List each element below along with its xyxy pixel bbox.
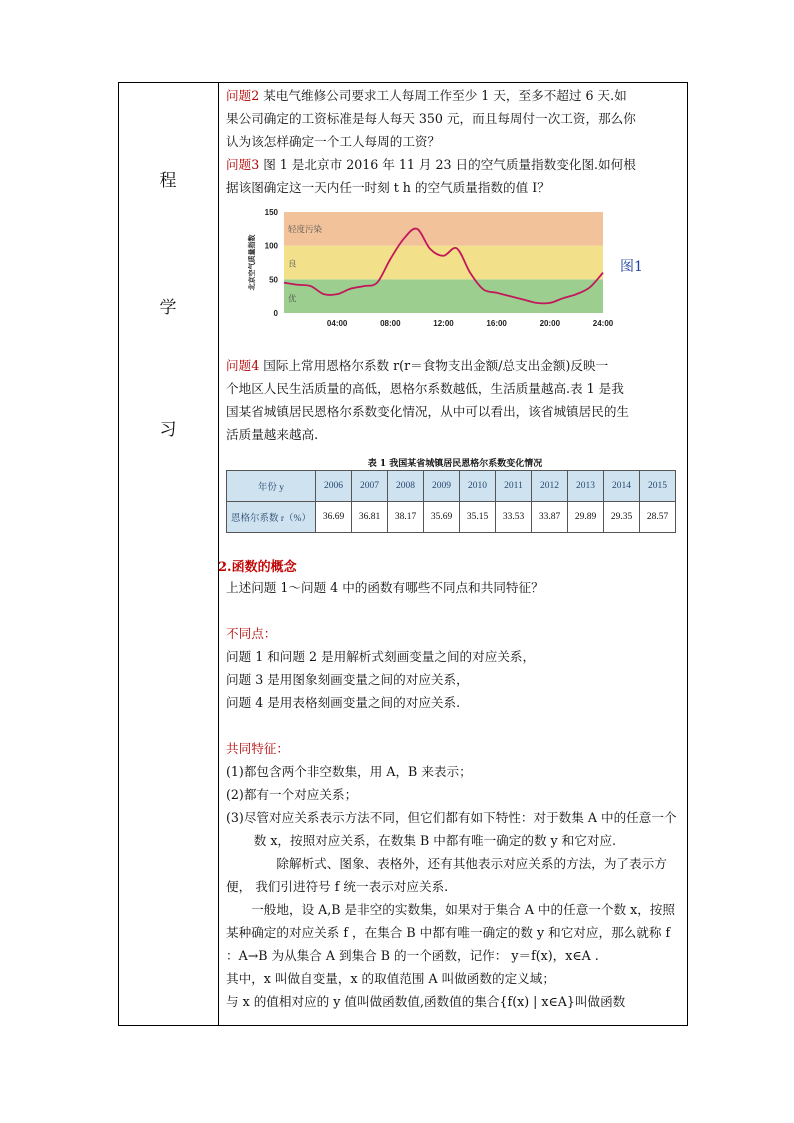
year-cell: 2015 <box>640 471 676 502</box>
diff-item-3: 问题 4 是用表格刻画变量之间的对应关系. <box>226 695 461 710</box>
q2-line3: 认为该怎样确定一个工人每周的工资？ <box>226 134 441 149</box>
x-tick-label: 20:00 <box>539 319 561 328</box>
y-tick-label: 150 <box>264 208 278 217</box>
year-cell: 2006 <box>316 471 352 502</box>
value-cell: 28.57 <box>640 502 676 533</box>
diff-item-2: 问题 3 是用图象刻画变量之间的对应关系， <box>226 672 469 687</box>
year-cell: 2007 <box>352 471 388 502</box>
sidebar-char-1: 程 <box>159 171 177 191</box>
common-item-3: (3)尽管对应关系表示方法不同，但它们都有如下特性：对于数集 A 中的任意一个数 x，按照对应关系，在数集 B 中都有唯一确定的数 y 和它对应. <box>226 810 677 848</box>
x-tick-label: 24:00 <box>592 319 614 328</box>
common-item-2: (2)都有一个对应关系； <box>226 787 358 802</box>
x-tick-label: 08:00 <box>380 319 401 328</box>
section2-block <box>226 576 684 1013</box>
engel-table <box>226 470 676 533</box>
paragraph-4: 与 x 的值相对应的 y 值叫做函数值,函数值的集合{f(x) | x∈A}叫做函数 <box>226 994 626 1009</box>
band-label: 良 <box>288 258 297 269</box>
paragraph-1: 除解析式、图象、表格外，还有其他表示对应关系的方法，为了表示方便， 我们引进符号 f 统一表示对应关系. <box>226 856 667 894</box>
q3-line2: 据该图确定这一天内任一时刻 t h 的空气质量指数的值 I？ <box>226 180 550 195</box>
value-cell: 33.53 <box>496 502 532 533</box>
q2-label: 问题 <box>226 88 252 103</box>
figure-label: 图1 <box>620 259 643 275</box>
band-label: 轻度污染 <box>288 224 323 234</box>
blank-line <box>226 714 684 737</box>
q4-label: 问题 <box>226 358 252 373</box>
table-row-years <box>227 471 676 502</box>
blank-line <box>226 599 684 622</box>
q4-line2: 个地区人民生活质量的高低，恩格尔系数越低，生活质量越高.表 1 是我 <box>226 381 624 396</box>
section-question: 上述问题 1～问题 4 中的函数有哪些不同点和共同特征？ <box>226 580 544 595</box>
y-tick-label: 50 <box>269 275 278 285</box>
q3-label: 问题 <box>226 157 252 172</box>
q2-line2: 果公司确定的工资标准是每人每天 350 元，而且每周付一次工资，那么你 <box>226 111 636 126</box>
q3-text1: 图 1 是北京市 2016 年 11 月 23 日的空气质量指数变化图.如何根 <box>259 157 636 172</box>
year-cell: 2011 <box>496 471 532 502</box>
year-cell: 2009 <box>424 471 460 502</box>
y-tick-label: 100 <box>264 241 278 251</box>
y-axis-label: 北京空气质量指数 <box>249 234 256 291</box>
year-cell: 2008 <box>388 471 424 502</box>
table-row-values <box>227 502 676 533</box>
value-cell: 36.81 <box>352 502 388 533</box>
q3-line1 <box>226 153 684 176</box>
value-cell: 35.15 <box>460 502 496 533</box>
value-cell: 35.69 <box>424 502 460 533</box>
column-divider <box>218 82 219 1025</box>
year-cell: 2013 <box>568 471 604 502</box>
x-tick-label: 12:00 <box>433 319 454 328</box>
aqi-chart <box>240 204 615 339</box>
sidebar-char-2: 学 <box>159 298 177 318</box>
band-0 <box>284 279 603 313</box>
value-cell: 36.69 <box>316 502 352 533</box>
band-50 <box>284 246 603 280</box>
y-tick-label: 0 <box>273 309 278 318</box>
q2-text1: 某电气维修公司要求工人每周工作至少 1 天，至多不超过 6 天.如 <box>259 88 627 103</box>
q4-num: 4 <box>251 358 260 373</box>
common-title: 共同特征： <box>226 741 289 756</box>
q2-num: 2 <box>251 88 260 103</box>
q4-block <box>226 354 684 446</box>
q3-num: 3 <box>251 157 260 172</box>
q4-text1: 国际上常用恩格尔系数 r(r＝食物支出金额/总支出金额)反映一 <box>259 358 609 373</box>
common-item-1: (1)都包含两个非空数集，用 A，B 来表示； <box>226 764 472 779</box>
intro-block <box>226 84 684 199</box>
year-cell: 2012 <box>532 471 568 502</box>
band-label: 优 <box>288 293 297 304</box>
paragraph-3: 其中，x 叫做自变量，x 的取值范围 A 叫做函数的定义域； <box>226 971 555 986</box>
row-header-engel: 恩格尔系数 r（%） <box>227 502 316 533</box>
value-cell: 29.35 <box>604 502 640 533</box>
sidebar-char-3: 习 <box>159 420 177 440</box>
value-cell: 38.17 <box>388 502 424 533</box>
value-cell: 33.87 <box>532 502 568 533</box>
x-tick-label: 04:00 <box>326 319 348 328</box>
q2-line1 <box>226 84 684 107</box>
year-cell: 2010 <box>460 471 496 502</box>
x-tick-label: 16:00 <box>486 319 507 328</box>
q4-line1 <box>226 354 684 377</box>
value-cell: 29.89 <box>568 502 604 533</box>
diff-item-1: 问题 1 和问题 2 是用解析式刻画变量之间的对应关系， <box>226 649 536 664</box>
year-cell: 2014 <box>604 471 640 502</box>
row-header-year: 年份 y <box>227 471 316 502</box>
paragraph-2: 一般地，设 A,B 是非空的实数集，如果对于集合 A 中的任意一个数 x，按照某种确定的对应关系 f ，在集合 B 中都有唯一确定的数 y 和它对应，那么就称 f ：A→B 为从集合 A 到集合 B 的一个函数，记作： y＝f(x)，x∈A . <box>226 902 675 963</box>
q4-line4: 活质量越来越高. <box>226 427 319 442</box>
q4-line3: 国某省城镇居民恩格尔系数变化情况，从中可以看出，该省城镇居民的生 <box>226 404 629 419</box>
band-100 <box>284 212 603 246</box>
diff-title: 不同点： <box>226 626 277 641</box>
table-caption: 表 1 我国某省城镇居民恩格尔系数变化情况 <box>367 459 543 469</box>
section-heading: 2.函数的概念 <box>218 560 297 575</box>
